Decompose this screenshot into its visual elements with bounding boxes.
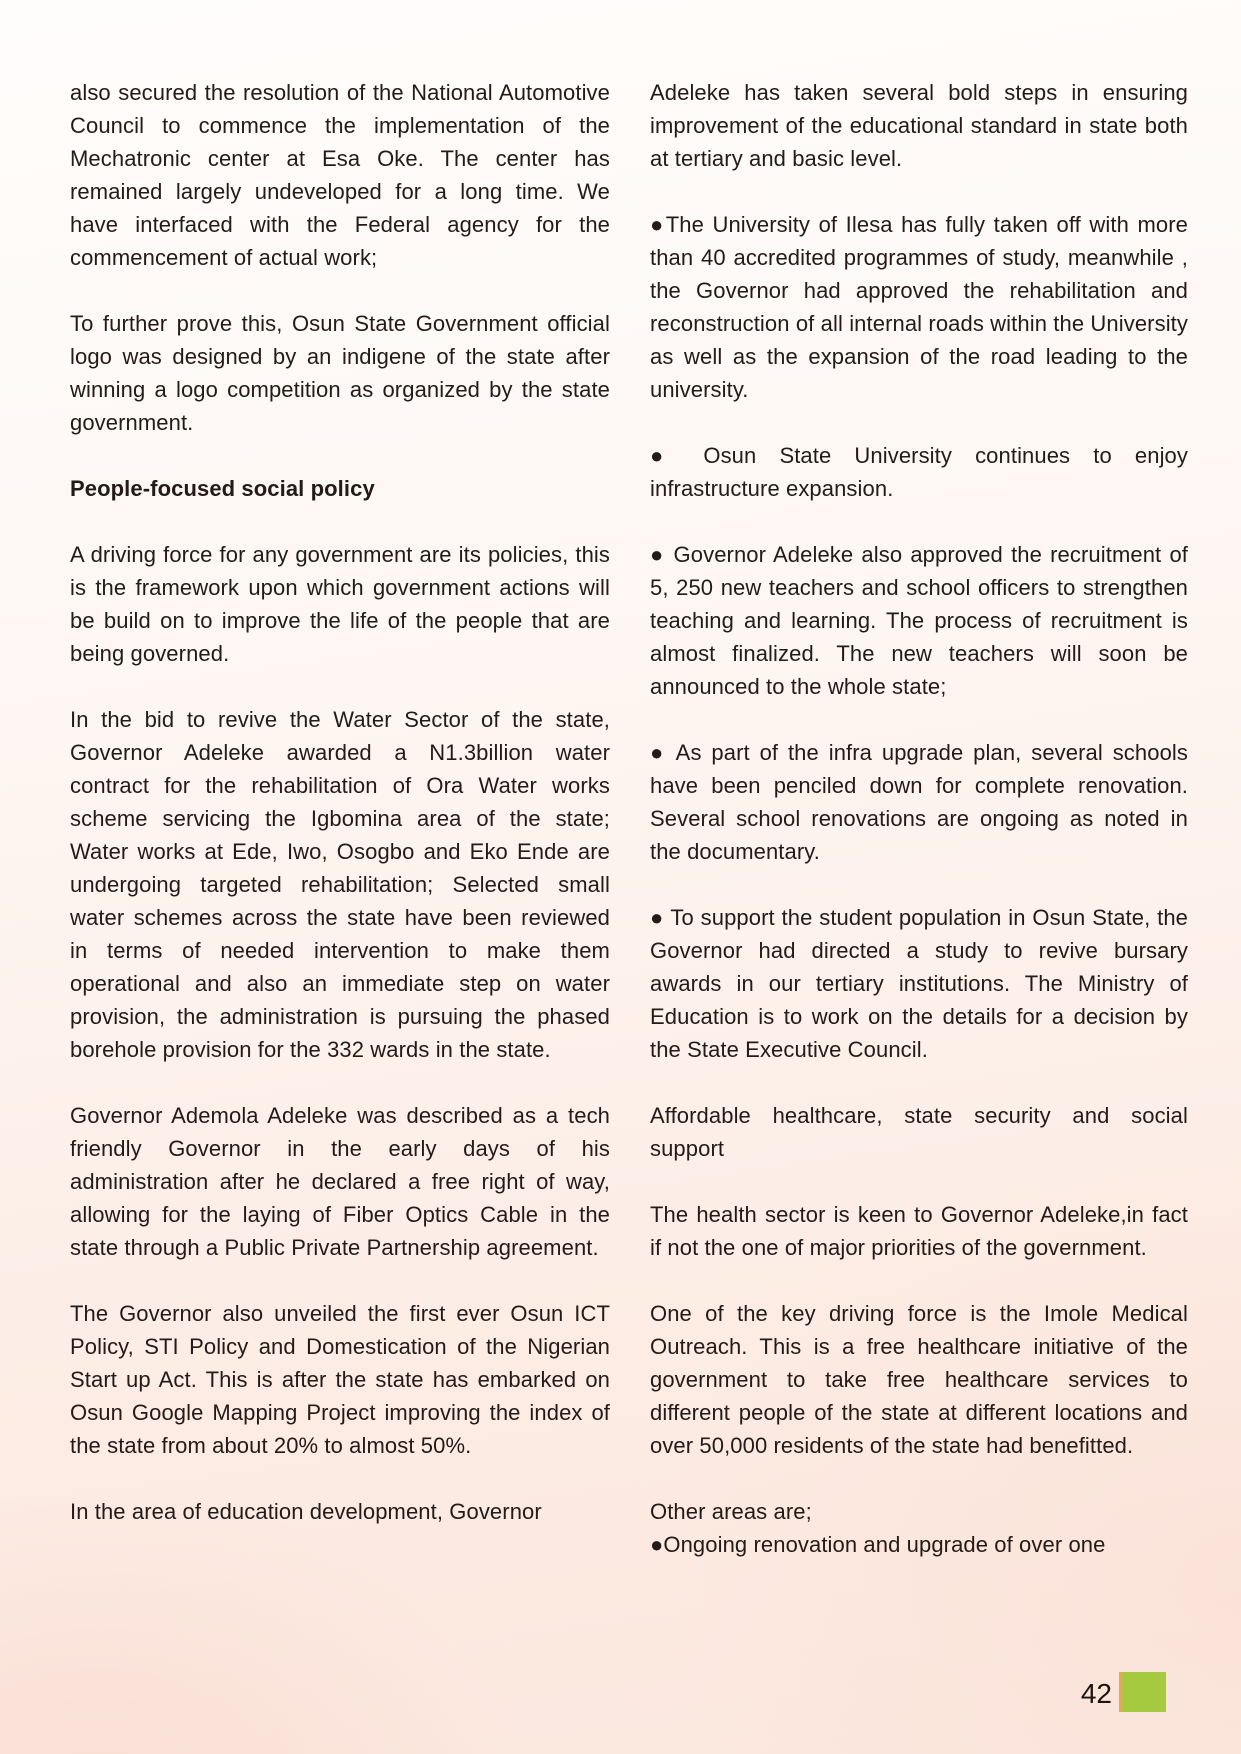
bullet-paragraph: ● As part of the infra upgrade plan, several schools have been penciled down for complete renovation. Several school renovations are ongoing as noted in the documentary. — [650, 740, 1188, 864]
paragraph: Affordable healthcare, state security and social support — [650, 1103, 1188, 1161]
bullet-paragraph: ● Osun State University continues to enjoy infrastructure expansion. — [650, 443, 1188, 501]
bullet-paragraph: ●The University of Ilesa has fully taken off with more than 40 accredited programmes of study, meanwhile , the Governor had approved the rehabilitation and reconstruction of all internal roads within the University as well as the expansion of the road leading to the university. — [650, 212, 1188, 402]
paragraph: To further prove this, Osun State Government official logo was designed by an indigene of the state after winning a logo competition as organized by the state government. — [70, 311, 610, 435]
paragraph: Adeleke has taken several bold steps in ensuring improvement of the educational standard in state both at tertiary and basic level. — [650, 80, 1188, 171]
right-column — [650, 76, 1188, 1561]
section-heading: People-focused social policy — [70, 476, 375, 501]
left-column — [70, 76, 610, 1528]
paragraph: One of the key driving force is the Imole Medical Outreach. This is a free healthcare initiative of the government to take free healthcare services to different people of the state at different locations and over 50,000 residents of the state had benefitted. — [650, 1301, 1188, 1458]
paragraph: also secured the resolution of the National Automotive Council to commence the implementation of the Mechatronic center at Esa Oke. The center has remained largely undeveloped for a long time. We have interfaced with the Federal agency for the commencement of actual work; — [70, 80, 610, 270]
bullet-paragraph: ● Governor Adeleke also approved the recruitment of 5, 250 new teachers and school officers to strengthen teaching and learning. The process of recruitment is almost finalized. The new teachers will soon be announced to the whole state; — [650, 542, 1188, 699]
page-number: 42 — [1080, 1678, 1112, 1709]
paragraph: The health sector is keen to Governor Adeleke,in fact if not the one of major priorities of the government. — [650, 1202, 1188, 1260]
paragraph: Governor Ademola Adeleke was described as a tech friendly Governor in the early days of his administration after he declared a free right of way, allowing for the laying of Fiber Optics Cable in the state through a Public Private Partnership agreement. — [70, 1103, 610, 1260]
paragraph: A driving force for any government are its policies, this is the framework upon which government actions will be build on to improve the life of the people that are being governed. — [70, 542, 610, 666]
bullet-paragraph: ●Ongoing renovation and upgrade of over one — [650, 1532, 1106, 1557]
paragraph: In the bid to revive the Water Sector of the state, Governor Adeleke awarded a N1.3billion water contract for the rehabilitation of Ora Water works scheme servicing the Igbomina area of the state; Water works at Ede, Iwo, Osogbo and Eko Ende are undergoing targeted rehabilitation; Selected small water schemes across the state have been reviewed in terms of needed intervention to make them operational and also an immediate step on water provision, the administration is pursuing the phased borehole provision for the 332 wards in the state. — [70, 707, 610, 1062]
paragraph: Other areas are; — [650, 1499, 812, 1524]
bullet-paragraph: ● To support the student population in Osun State, the Governor had directed a study to revive bursary awards in our tertiary institutions. The Ministry of Education is to work on the details for a decision by the State Executive Council. — [650, 905, 1188, 1062]
paragraph: In the area of education development, Governor — [70, 1499, 542, 1524]
page-number-marker — [1119, 1672, 1166, 1712]
paragraph: The Governor also unveiled the first ever Osun ICT Policy, STI Policy and Domestication of the Nigerian Start up Act. This is after the state has embarked on Osun Google Mapping Project improving the index of the state from about 20% to almost 50%. — [70, 1301, 610, 1458]
